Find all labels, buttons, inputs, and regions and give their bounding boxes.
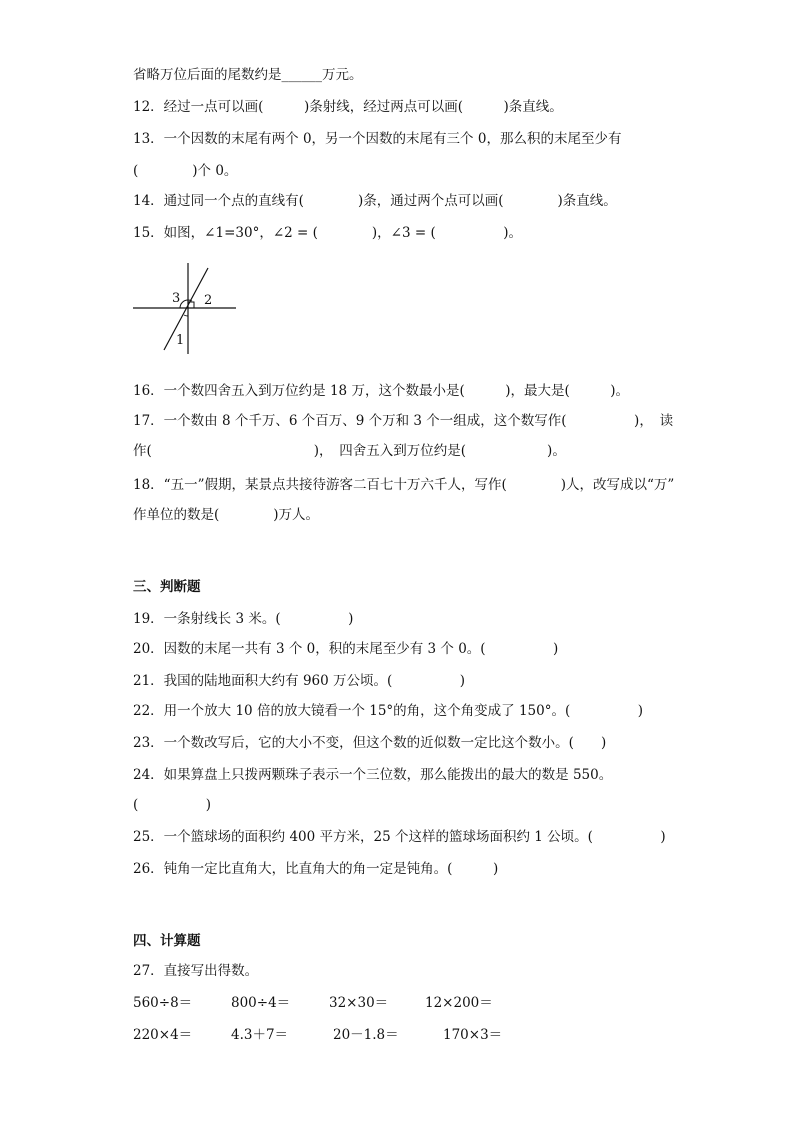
question-14: 14．通过同一个点的直线有( )条，通过两个点可以画( )条直线。 <box>133 193 617 209</box>
question-15: 15．如图，∠1=30°，∠2 = ( )，∠3 = ( )。 <box>133 225 522 241</box>
question-26: 26．钝角一定比直角大，比直角大的角一定是钝角。( ) <box>133 861 499 877</box>
question-25: 25．一个篮球场的面积约 400 平方米，25 个这样的篮球场面积约 1 公顷。( ) <box>133 829 666 845</box>
question-16: 16．一个数四舍五入到万位约是 18 万，这个数最小是( )，最大是( )。 <box>133 383 630 399</box>
question-18-line-1: 18．“五一”假期，某景点共接待游客二百七十万六千人，写作( )人，改写成以“万” <box>133 477 675 493</box>
question-21: 21．我国的陆地面积大约有 960 万公顷。( ) <box>133 673 466 689</box>
calc-item: 32×30＝ <box>329 995 389 1011</box>
question-13-line-2: ( )个 0。 <box>133 163 238 179</box>
calc-item: 4.3＋7＝ <box>231 1027 289 1043</box>
question-24-line-2: ( ) <box>133 797 212 813</box>
question-18-line-2: 作单位的数是( )万人。 <box>133 507 320 523</box>
calc-item: 220×4＝ <box>133 1027 193 1043</box>
question-13-line-1: 13．一个因数的末尾有两个 0，另一个因数的末尾有三个 0，那么积的末尾至少有 <box>133 131 622 147</box>
section-heading-judgement: 三、判断题 <box>133 579 201 595</box>
calc-item: 170×3＝ <box>443 1027 503 1043</box>
angle-label-2: 2 <box>204 293 213 308</box>
angle-label-3: 3 <box>172 291 181 306</box>
question-27: 27．直接写出得数。 <box>133 963 259 979</box>
question-22: 22．用一个放大 10 倍的放大镜看一个 15°的角，这个角变成了 150°。( ) <box>133 703 643 719</box>
question-19: 19．一条射线长 3 米。( ) <box>133 611 354 627</box>
calc-item: 560÷8＝ <box>133 995 193 1011</box>
angle-figure <box>128 258 243 358</box>
question-17-line-2: 作( )， 四舍五入到万位约是( )。 <box>133 443 566 459</box>
angle-label-1: 1 <box>176 333 185 348</box>
calc-item: 800÷4＝ <box>231 995 291 1011</box>
question-12: 12．经过一点可以画( )条射线，经过两点可以画( )条直线。 <box>133 99 563 115</box>
text-line-continuation: 省略万位后面的尾数约是______万元。 <box>133 67 363 83</box>
calc-item: 20－1.8＝ <box>333 1027 399 1043</box>
question-17-line-1: 17．一个数由 8 个千万、6 个百万、9 个万和 3 个一组成，这个数写作( )， 读 <box>133 413 674 429</box>
slanted-line <box>164 268 208 350</box>
question-20: 20．因数的末尾一共有 3 个 0，积的末尾至少有 3 个 0。( ) <box>133 641 559 657</box>
section-heading-calculation: 四、计算题 <box>133 933 201 949</box>
calc-item: 12×200＝ <box>425 995 493 1011</box>
question-23: 23．一个数改写后，它的大小不变，但这个数的近似数一定比这个数小。( ) <box>133 735 607 751</box>
question-24-line-1: 24．如果算盘上只拨两颗珠子表示一个三位数，那么能拨出的最大的数是 550。 <box>133 767 613 783</box>
angle-1-arc <box>184 315 188 316</box>
